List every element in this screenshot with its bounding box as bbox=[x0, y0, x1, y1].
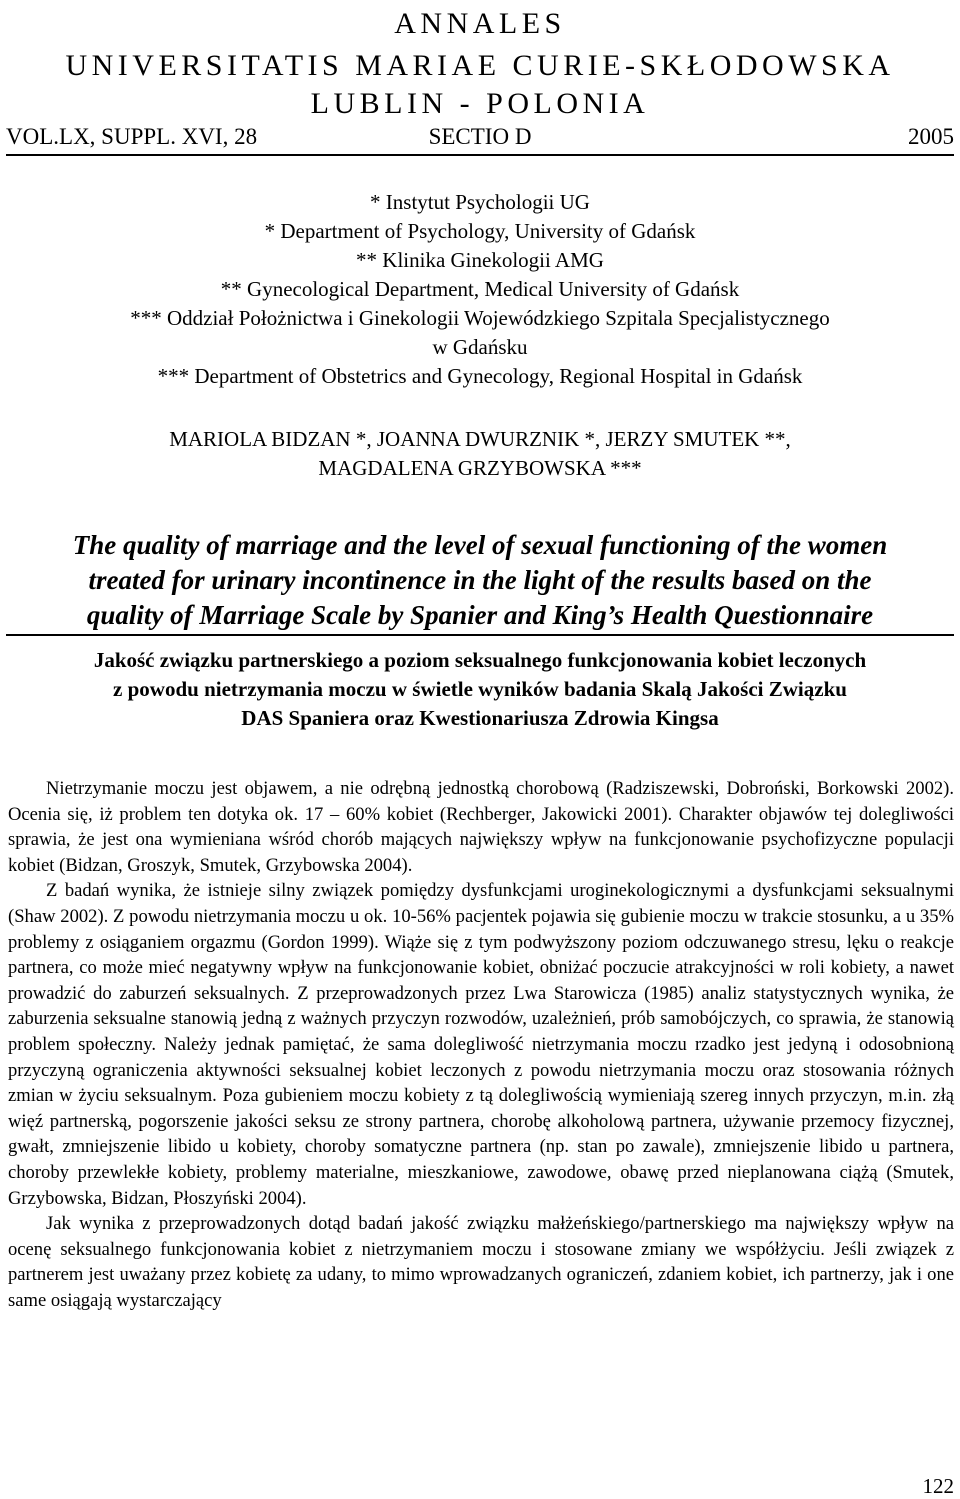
authors-block bbox=[0, 425, 960, 483]
authors-line: MAGDALENA GRZYBOWSKA *** bbox=[318, 456, 642, 480]
affiliation-line: *** Department of Obstetrics and Gynecology, Regional Hospital in Gdańsk bbox=[157, 364, 803, 388]
title-en-line: quality of Marriage Scale by Spanier and King’s Health Questionnaire bbox=[86, 600, 874, 630]
body-paragraph: Jak wynika z przeprowadzonych dotąd badań jakość związku małżeńskiego/partnerskiego ma największy wpływ na ocenę seksualnego funkcjonowania kobiet z nietrzymaniem moczu i stosowane zmiany we współżyciu. Jeśli związek z partnerem jest uważany przez kobietę za udany, to mimo wprowadzanych ograniczeń, zdaniem kobiet, ich partnerzy, jak i one same osiągają wystarczający bbox=[8, 1213, 954, 1311]
body-text bbox=[8, 776, 954, 1313]
affiliations-block bbox=[0, 188, 960, 391]
affiliation-line: ** Klinika Ginekologii AMG bbox=[356, 248, 604, 272]
page-number: 122 bbox=[922, 1474, 954, 1498]
body-paragraph: Z badań wynika, że istnieje silny związek pomiędzy dysfunkcjami uroginekologicznymi a dysfunkcjami seksualnymi (Shaw 2002). Z powodu nietrzymania moczu u ok. 10-56% pacjentek pojawia się gubienie moczu w trakcie stosunku, a u 35% problemy z osiąganiem orgazmu (Gordon 1999). Wiąże się z tym podwyższony poziom odczuwanego stresu, lęku o reakcje partnera, co może mieć negatywny wpływ na funkcjonowanie kobiet, obniżać poczucie atrakcyjności w roli kobiety, a nawet prowadzić do zaburzeń seksualnych. Z przeprowadzonych przez Lwa Starowicza (1985) analiz statystycznych wynika, że zaburzenia seksualne stanowią jedną z ważnych przyczyn rozwodów, uzależnień, prób samobójczych, co sprawia, że stanowią problem społeczny. Należy jednak pamiętać, że sama dolegliwość nietrzymania moczu rzadko jest jedyną i odosobnioną przyczyną ograniczenia aktywności seksualnej kobiet leczonych z powodu nietrzymania moczu oraz stosowania różnych zmian w życiu seksualnym. Poza gubieniem moczu kobiety z tą dolegliwością wymieniają szereg innych przyczyn, m.in. złą więź partnerską, pogorszenie jakości seksu ze strony partnera, chorobę alkoholową partnera, używanie przemocy fizycznej, gwałt, zmniejszenie libido u kobiety, choroby somatyczne partnera (np. stan po zawale), zmniejszenie libido u partnera, choroby przewlekłe kobiety, problemy materialne, mieszkaniowe, zawodowe, obawę przed nieplanowana ciążą (Smutek, Grzybowska, Bidzan, Płoszyński 2004). bbox=[8, 880, 954, 1209]
affiliation-line: *** Oddział Położnictwa i Ginekologii Wojewódzkiego Szpitala Specjalistycznego bbox=[130, 306, 830, 330]
affiliation-line: * Instytut Psychologii UG bbox=[370, 190, 590, 214]
body-paragraph: Nietrzymanie moczu jest objawem, a nie odrębną jednostką chorobową (Radziszewski, Dobroński, Borkowski 2002). Ocenia się, iż problem ten dotyka ok. 17 – 60% kobiet (Rechberger, Jakowicki 2001). Charakter objawów tej dolegliwości sprawia, że jest ona wymieniana wśród chorób mających największy wpływ na funkcjonowanie psychofizyczne populacji kobiet (Bidzan, Groszyk, Smutek, Grzybowska 2004). bbox=[8, 778, 954, 876]
journal-title-line-3: LUBLIN - POLONIA bbox=[310, 87, 650, 120]
journal-meta-row bbox=[6, 122, 954, 152]
affiliation-line: * Department of Psychology, University of Gdańsk bbox=[264, 219, 696, 243]
journal-title-line-1: ANNALES bbox=[394, 7, 566, 40]
title-pl-line: Jakość związku partnerskiego a poziom seksualnego funkcjonowania kobiet leczonych bbox=[93, 648, 867, 672]
title-en-line: The quality of marriage and the level of sexual functioning of the women bbox=[72, 530, 888, 560]
article-title-polish bbox=[0, 646, 960, 733]
article-title-english bbox=[10, 528, 950, 633]
title-pl-line: DAS Spaniera oraz Kwestionariusza Zdrowia Kingsa bbox=[241, 706, 719, 730]
title-en-line: treated for urinary incontinence in the light of the results based on the bbox=[88, 565, 872, 595]
authors-line: MARIOLA BIDZAN *, JOANNA DWURZNIK *, JERZY SMUTEK **, bbox=[169, 427, 791, 451]
section-label: SECTIO D bbox=[428, 124, 532, 149]
header-rule bbox=[6, 154, 954, 156]
volume-label: VOL.LX, SUPPL. XVI, 28 bbox=[6, 124, 258, 149]
journal-title-line-2: UNIVERSITATIS MARIAE CURIE-SKŁODOWSKA bbox=[65, 49, 895, 82]
affiliation-line: ** Gynecological Department, Medical University of Gdańsk bbox=[220, 277, 740, 301]
affiliation-line: w Gdańsku bbox=[432, 335, 528, 359]
title-pl-line: z powodu nietrzymania moczu w świetle wyników badania Skalą Jakości Związku bbox=[113, 677, 847, 701]
title-rule bbox=[6, 634, 954, 636]
year-label: 2005 bbox=[908, 124, 954, 149]
